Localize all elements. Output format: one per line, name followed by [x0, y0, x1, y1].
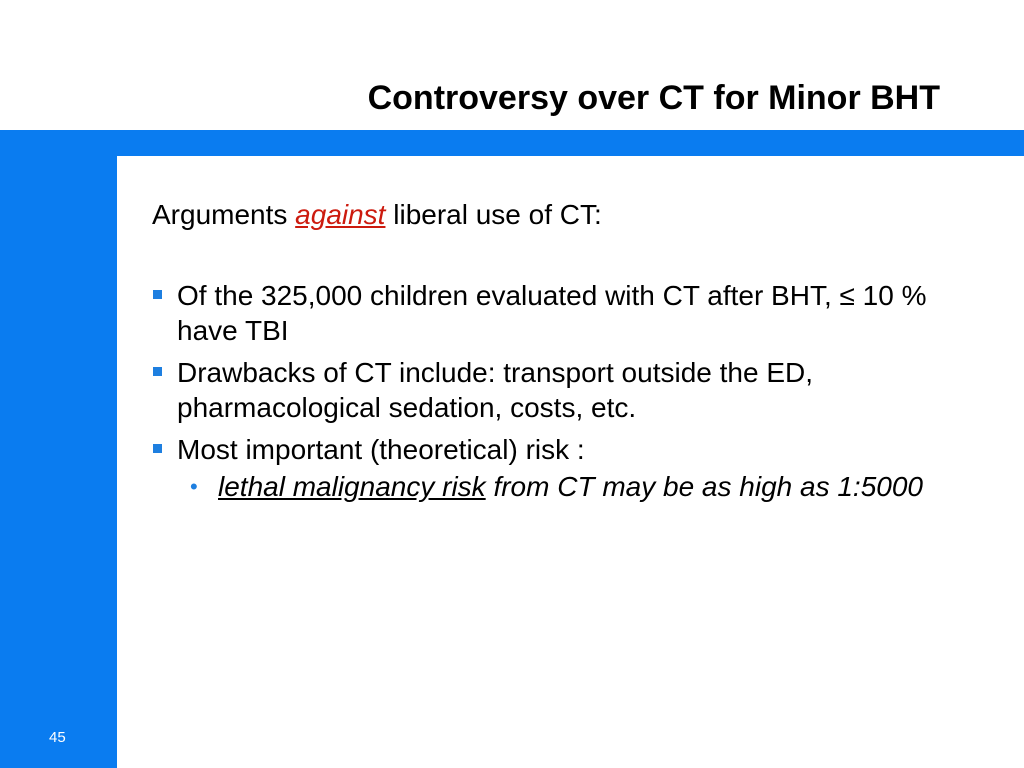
bullet-item — [152, 278, 982, 348]
sub-bullet-item — [176, 469, 982, 504]
intro-emphasis: against — [295, 199, 386, 230]
dot-bullet-icon: • — [190, 474, 198, 499]
intro-line — [152, 195, 982, 235]
sub-bullet-emphasis: lethal malignancy risk — [218, 471, 486, 502]
intro-before: Arguments — [152, 199, 296, 230]
bullet-item — [152, 355, 982, 425]
intro-after: liberal use of CT: — [385, 199, 602, 230]
bullet-text: Most important (theoretical) risk : — [177, 434, 585, 465]
square-bullet-icon — [153, 367, 162, 376]
bullet-text: Drawbacks of CT include: transport outside the ED, pharmacological sedation, costs, etc. — [177, 357, 814, 423]
sub-bullet-text: from CT may be as high as 1:5000 — [485, 471, 923, 502]
square-bullet-icon — [153, 444, 162, 453]
bullet-list — [152, 278, 982, 504]
sub-bullet-list — [177, 469, 982, 504]
square-bullet-icon — [153, 290, 162, 299]
title-accent-bar — [0, 130, 1024, 156]
page-number: 45 — [49, 729, 66, 746]
slide-content — [152, 195, 982, 511]
bullet-text: Of the 325,000 children evaluated with CT after BHT, ≤ 10 % have TBI — [177, 280, 927, 346]
side-accent-bar — [0, 156, 117, 768]
bullet-item — [152, 432, 982, 504]
slide-title: Controversy over CT for Minor BHT — [367, 79, 940, 117]
